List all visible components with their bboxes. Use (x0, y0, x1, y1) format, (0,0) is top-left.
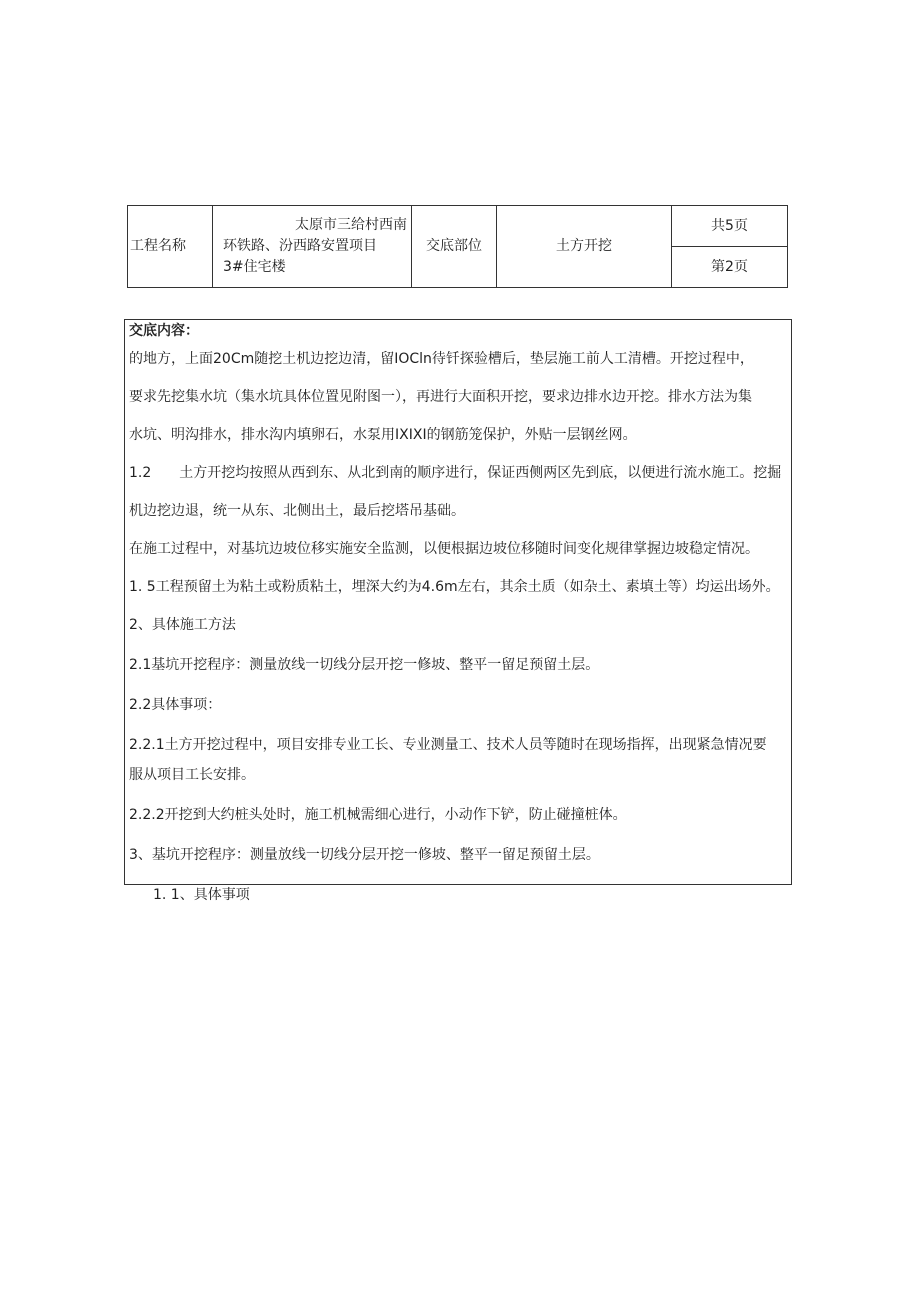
content-line: 1.2 土方开挖均按照从西到东、从北到南的顺序进行，保证西侧两区先到底，以便进行流水施工。挖掘 (129, 465, 782, 481)
part-label: 交底部位 (412, 206, 497, 288)
content-line: 1. 1、具体事项 (153, 887, 250, 903)
content-line: 在施工过程中，对基坑边坡位移实施安全监测，以便根据边坡位移随时间变化规律掌握边坡稳定情况。 (129, 541, 759, 557)
content-line: 的地方，上面20Cm随挖土机边挖边清，留IOCln待钎探验槽后，垫层施工前人工清槽。开挖过程中， (129, 351, 754, 367)
content-line: 3、基坑开挖程序：测量放线一切线分层开挖一修坡、整平一留足预留土层。 (129, 847, 600, 863)
project-name-line-3: 3#住宅楼 (223, 259, 286, 275)
content-line: 2.2具体事项： (129, 697, 222, 713)
part-value: 土方开挖 (497, 206, 672, 288)
project-label: 工程名称 (128, 206, 213, 288)
content-box (124, 319, 792, 903)
content-line: 2.1基坑开挖程序：测量放线一切线分层开挖一修坡、整平一留足预留土层。 (129, 657, 600, 673)
content-line: 2、具体施工方法 (129, 617, 236, 633)
content-line: 水坑、明沟排水，排水沟内填卵石，水泵用IXIXI的钢筋笼保护，外贴一层钢丝网。 (129, 427, 637, 443)
header-table (127, 205, 788, 288)
content-heading: 交底内容： (129, 323, 199, 339)
content-line: 服从项目工长安排。 (129, 767, 255, 783)
content-line: 机边挖边退，统一从东、北侧出土，最后挖塔吊基础。 (129, 503, 465, 519)
content-line: 要求先挖集水坑（集水坑具体位置见附图一），再进行大面积开挖，要求边排水边开挖。排水方法为集 (129, 389, 752, 405)
content-line: 2.2.2开挖到大约桩头处时，施工机械需细心进行，小动作下铲，防止碰撞桩体。 (129, 807, 627, 823)
page-number: 第2页 (672, 247, 788, 288)
project-name-line-2: 环铁路、汾西路安置项目 (223, 238, 377, 254)
content-line: 2.2.1土方开挖过程中，项目安排专业工长、专业测量工、技术人员等随时在现场指挥，出现紧急情况要 (129, 737, 767, 753)
content-line: 1. 5工程预留土为粘土或粉质粘土，埋深大约为4.6m左右，其余土质（如杂土、素填土等）均运出场外。 (129, 579, 780, 595)
project-name (213, 206, 412, 288)
project-name-line-1: 太原市三给村西南 (295, 217, 407, 233)
total-pages: 共5页 (672, 206, 788, 247)
